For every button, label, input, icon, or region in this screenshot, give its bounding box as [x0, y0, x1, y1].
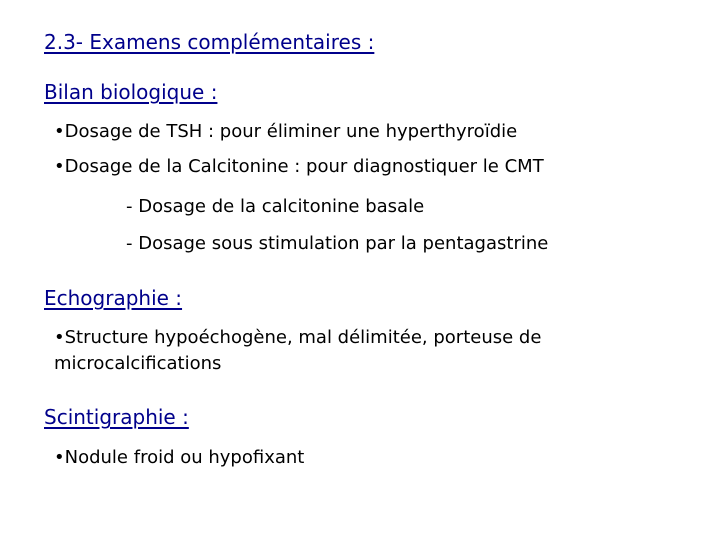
- list-item: •Nodule froid ou hypofixant: [54, 447, 305, 468]
- sub-list-item: - Dosage de la calcitonine basale: [126, 196, 425, 217]
- section-heading-echographie: Echographie :: [44, 286, 183, 310]
- page-title: 2.3- Examens complémentaires :: [44, 30, 375, 54]
- section-heading-bilan: Bilan biologique :: [44, 80, 218, 104]
- list-item: •Structure hypoéchogène, mal délimitée, porteuse de: [54, 327, 542, 348]
- sub-list-item: - Dosage sous stimulation par la pentagastrine: [126, 233, 549, 254]
- list-item: •Dosage de TSH : pour éliminer une hyperthyroïdie: [54, 121, 518, 142]
- list-item: •Dosage de la Calcitonine : pour diagnostiquer le CMT: [54, 156, 544, 177]
- list-item: microcalcifications: [54, 353, 222, 374]
- section-heading-scintigraphie: Scintigraphie :: [44, 405, 189, 429]
